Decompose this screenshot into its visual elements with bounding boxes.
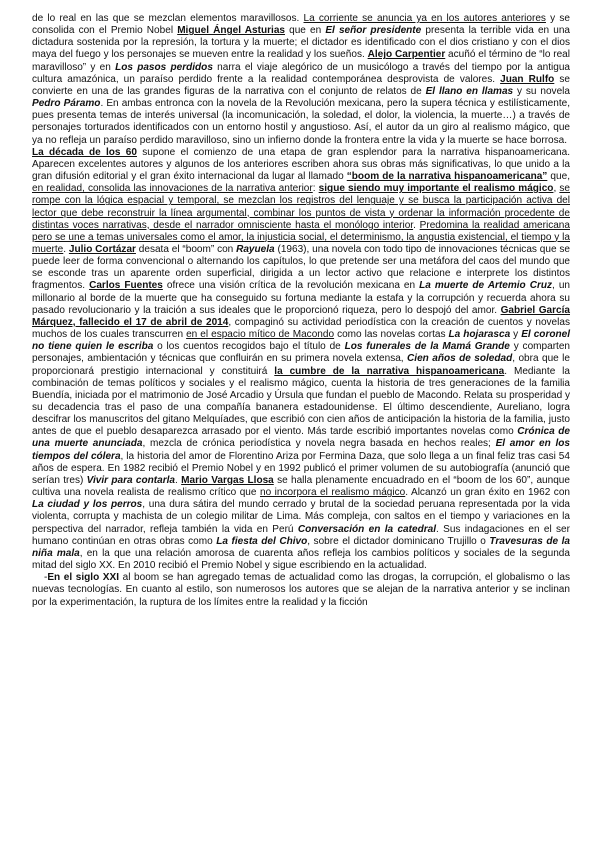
emphasis-run: Carlos Fuentes	[89, 280, 163, 292]
emphasis-run: Mario Vargas Llosa	[181, 474, 274, 486]
emphasis-run: La ciudad y los perros	[32, 499, 143, 511]
emphasis-run: “boom de la narrativa hispanoamericana”	[346, 171, 548, 183]
text-run: .	[63, 243, 69, 255]
emphasis-run: En el siglo XXI	[47, 572, 120, 584]
text-run: al boom se han agregado temas de actualidad como las drogas, la corrupción, el globalismo o las nuevas tecnologías. En cuanto al estilo, son numerosos los autores que se alejan de la narrativa anterior y se inclinan por la experimentación, la ruptura de los límites entre la realidad y la ficción	[32, 572, 571, 608]
text-run: acuñó el término de “lo real maravilloso” y en	[32, 49, 570, 73]
text-run: y comparten personajes, ambientación y técnicas que confluirán en su primera novela extensa,	[32, 341, 571, 365]
text-run: se convierte en una de las grandes figuras de la narrativa con el conjunto de relatos de	[32, 73, 570, 97]
text-run: como las novelas cortas	[334, 329, 449, 341]
text-run: , obra que le proporcionará prestigio internacional y constituirá	[32, 353, 570, 377]
emphasis-run: Travesuras de la niña mala	[32, 535, 570, 559]
emphasis-run: La década de los 60	[32, 146, 137, 158]
emphasis-run: Gabriel García Márquez, fallecido el 17 de abril de 2014	[32, 304, 570, 328]
text-run: , sobre el dictador dominicano Trujillo o	[307, 535, 490, 547]
text-run: , en la que una relación amorosa de cuarenta años refleja los cambios políticos y sociales de la segunda mitad del siglo XX. En 2010 recibió el Premio Nobel y sigue escribiendo en la actualidad.	[32, 547, 570, 572]
text-run: o los cuentos recogidos bajo el título de	[153, 341, 345, 353]
text-run: narra el viaje alegórico de un musicólogo a través del tiempo por la antigua cultura amazónica, un paraíso perdido frente a la realidad contemporánea desprovista de valores.	[32, 61, 570, 85]
emphasis-run: La fiesta del Chivo	[216, 535, 308, 547]
paragraph-magical-realism	[32, 13, 570, 147]
text-run: -	[44, 572, 48, 584]
text-run: . Sus indagaciones en el ser humano continúan en otras obras como	[32, 523, 570, 547]
text-run: y se consolida con el Premio Nobel	[32, 13, 570, 37]
text-run: ofrece una visión crítica de la revolución mexicana en	[162, 280, 420, 292]
emphasis-run: en realidad, consolida las innovaciones de la narrativa anterior	[32, 183, 313, 195]
paragraph-21st-century	[32, 572, 570, 608]
emphasis-run: Rayuela	[236, 243, 275, 255]
emphasis-run: Juan Rulfo	[500, 73, 555, 85]
emphasis-run: sigue siendo muy importante el realismo mágico	[318, 183, 554, 195]
text-run: de lo real en las que se mezclan elementos maravillosos.	[32, 13, 304, 24]
emphasis-run: no incorpora el realismo mágico	[259, 487, 406, 499]
text-run: que en	[285, 25, 326, 37]
text-run: , un millonario al borde de la muerte que ha conseguido su fortuna mediante la estafa y la corrupción y recuerda ahora su pasado revolucionario y la traición a sus ideales que le proporcionó riqueza, pero lo despojó del amor.	[32, 280, 570, 316]
emphasis-run: Predomina la realidad americana pero se une a temas universales como el amor, la injusticia social, el determinismo, la angustia existencial, el tiempo y la muerte	[32, 219, 570, 255]
emphasis-run: La corriente se anuncia ya en los autores anteriores	[303, 13, 546, 24]
text-run: ,	[553, 183, 560, 195]
text-run: .	[413, 219, 420, 231]
paragraph-boom-60s	[32, 147, 570, 572]
text-run: desata el “boom” con	[135, 243, 237, 255]
text-run: , la historia del amor de Florentino Ariza por Fermina Daza, que solo llega a un final feliz tras casi 54 años de espera. En 1982 recibió el Premio Nobel y en 1992 publicó el primer volumen de su autobiografía (anunció que serían tres)	[32, 450, 570, 486]
emphasis-run: se rompe con la lógica espacial y temporal, se mezclan los registros del lenguaje y se busca la participación activa del lector que debe reconstruir la línea argumental, combinar los puntos de vista y ordenar la información procedente de distintas voces narrativas, desde el narrador omnisciente hasta el monólogo interior	[32, 183, 570, 231]
emphasis-run: El llano en llamas	[425, 85, 514, 97]
emphasis-run: Pedro Páramo	[32, 98, 101, 110]
emphasis-run: El amor en los tiempos del cólera	[32, 438, 570, 462]
emphasis-run: Miguel Ángel Asturias	[177, 25, 285, 37]
emphasis-run: Vivir para contarla	[86, 474, 176, 486]
text-run: , compaginó su actividad periodística con la creación de cuentos y novelas muchos de los cuales transcurren	[32, 316, 570, 341]
emphasis-run: La hojarasca	[448, 329, 511, 341]
emphasis-run: Crónica de una muerte anunciada	[32, 426, 570, 450]
text-run: se halla plenamente encuadrado en el “boom de los 60”, aunque cultiva una novela realista de realismo crítico que	[32, 474, 570, 499]
text-run: , mezcla de crónica periodística y novela negra basada en hechos reales;	[142, 438, 496, 450]
emphasis-run: en el espacio mítico de Macondo	[186, 329, 335, 341]
text-run: supone el comienzo de una etapa de gran esplendor para la narrativa hispanoamericana. Aparecen excelentes autores y algunos de los anteriores escriben ahora sus obras más significativas, lo que unido a la gran difusión editorial y el gran éxito internacional da lugar al llamado	[32, 146, 570, 183]
emphasis-run: Conversación en la catedral	[297, 523, 436, 535]
emphasis-run: La muerte de Artemio Cruz	[419, 280, 553, 292]
emphasis-run: El señor presidente	[325, 25, 422, 37]
text-run: y su novela	[513, 85, 570, 97]
text-run: .	[175, 474, 182, 486]
emphasis-run: Los funerales de la Mamá Grande	[344, 341, 510, 353]
text-run: que,	[547, 171, 570, 183]
text-run: (1963), una novela con todo tipo de innovaciones técnicas que se puede leer de forma convencional o alternando los capítulos, lo que pretende ser una metáfora del caos del mundo que se esconde tras un aparente orden superficial, dirigida a un lector activo que relacione e interprete los distintos fragmentos.	[32, 243, 570, 292]
text-run: . En ambas entronca con la novela de la Revolución mexicana, pero la supera técnica y estilísticamente, pues presenta temas de interés universal (la incomunicación, la soledad, el dolor, la violencia, la muerte…) a través de personajes torturados identificados con un entorno hostil y angustioso. Así, el autor da un giro al realismo mágico, que ya no refleja un paraíso perdido maravilloso, sino un infierno donde la frontera entre la vida y la muerte se hace borrosa.	[32, 98, 570, 146]
emphasis-run: El coronel no tiene quien le escriba	[32, 329, 571, 353]
emphasis-run: Julio Cortázar	[68, 243, 136, 255]
text-run: . Mediante la combinación de temas políticos y sociales y el realismo mágico, cuenta la historia de tres generaciones de la familia Buendía, iniciada por el matrimonio de José Arcadio y Úrsula que fundan el pueblo de Macondo. Relata su prosperidad y su decadencia tras el paso de una compañía bananera estadounidense. El último descendiente, Aureliano, logra descifrar los manuscritos del gitano Melquíades, que escribió con cien años de anticipación la historia de la familia, justo antes de que el pueblo desaparezca arrasado por el viento. Más tarde escribió importantes novelas como	[32, 365, 570, 438]
emphasis-run: Los pasos perdidos	[115, 61, 213, 73]
text-run: y	[510, 329, 522, 341]
emphasis-run: Alejo Carpentier	[367, 49, 446, 61]
emphasis-run: la cumbre de la narrativa hispanoamericana	[274, 365, 505, 377]
text-run: :	[312, 183, 319, 195]
text-run: . Alcanzó un gran éxito en 1962 con	[405, 487, 571, 499]
text-run: presenta la terrible vida en una dictadura sostenida por la represión, la tortura y la muerte; el dictador es identificado con el dios cristiano y con el dios maya del fuego y los personajes se mueven entre la realidad y los sueños.	[32, 25, 571, 61]
emphasis-run: Cien años de soledad	[407, 353, 513, 365]
text-run: , una dura sátira del mundo cerrado y brutal de la sociedad peruana representada por la vida violenta, corrupta y machista de un colegio militar de Lima. Más compleja, con saltos en el tiempo y variaciones en la perspectiva del narrador, refleja también la vida en Perú	[32, 499, 570, 535]
